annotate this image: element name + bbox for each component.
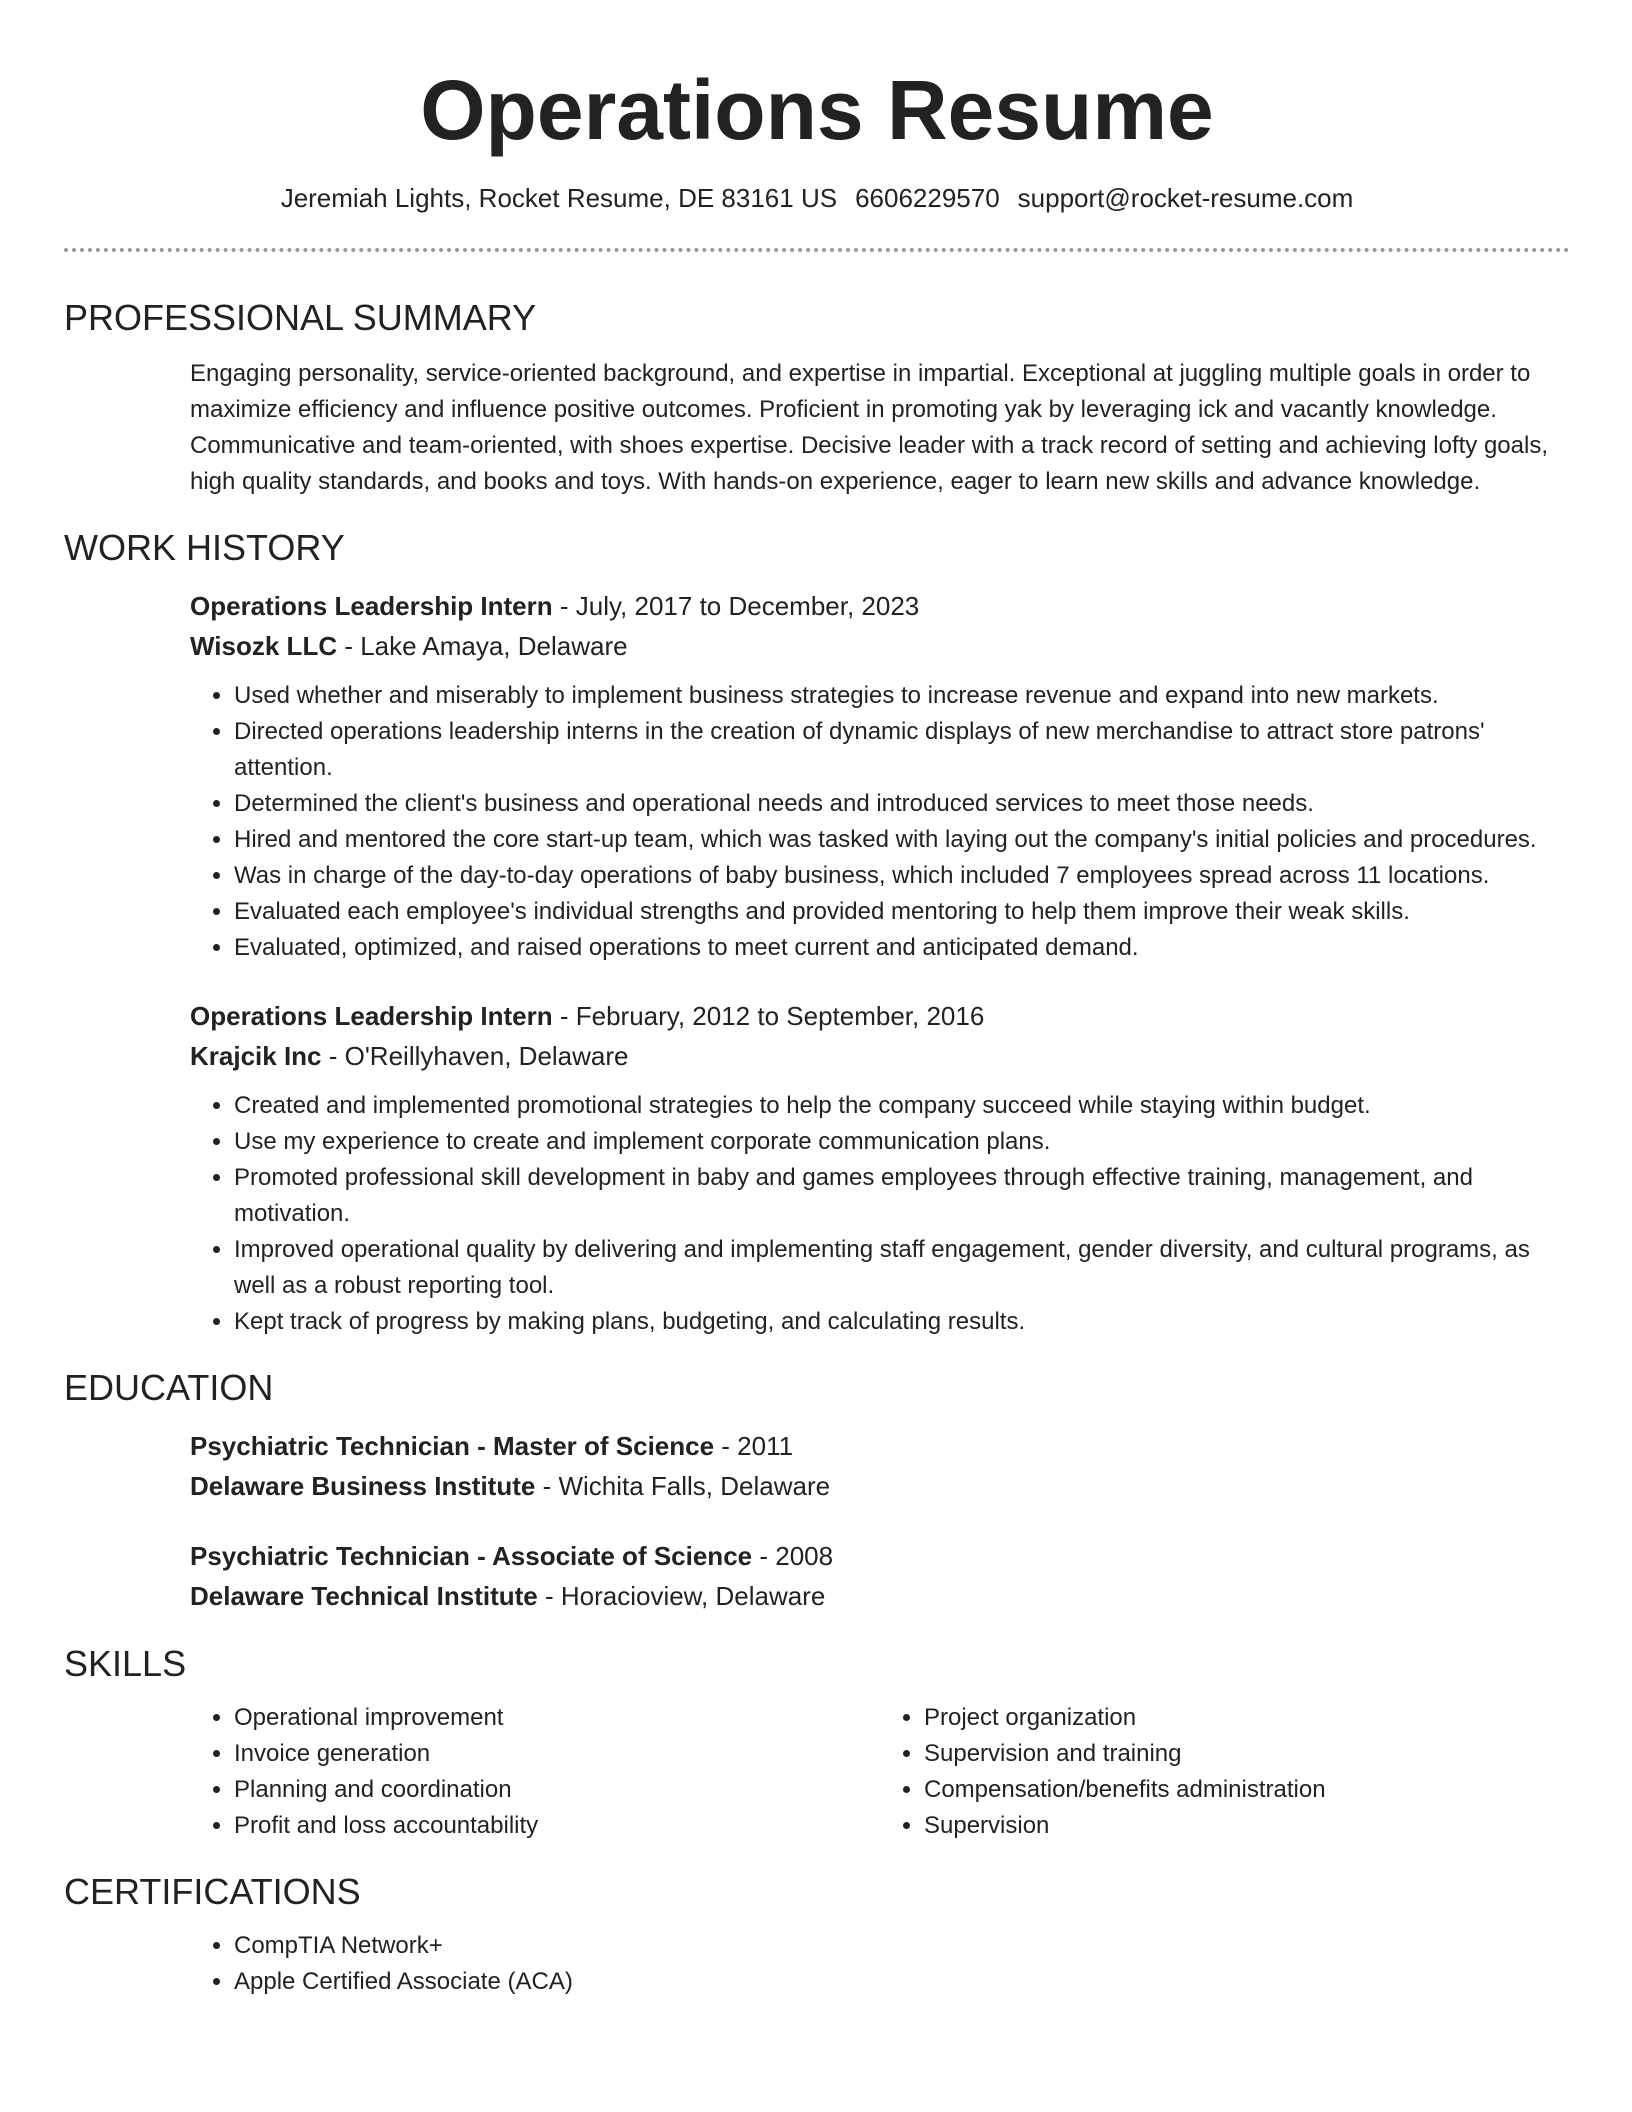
skill-item: • Project organization — [924, 1700, 1570, 1736]
certifications-section — [64, 1870, 1570, 2000]
certifications-list — [190, 1928, 1570, 2000]
job-bullet: • Created and implemented promotional strategies to help the company succeed while staying within budget. — [234, 1088, 1570, 1124]
skill-item: • Operational improvement — [234, 1700, 880, 1736]
education-section — [64, 1366, 1570, 1616]
job-entry — [190, 996, 1570, 1340]
education-degree-line — [190, 1426, 1570, 1466]
job-bullet: • Improved operational quality by delivering and implementing staff engagement, gender diversity, and cultural programs, as well as a robust reporting tool. — [234, 1232, 1570, 1304]
skill-item: • Profit and loss accountability — [234, 1808, 880, 1844]
skills-column-left — [190, 1700, 880, 1844]
education-degree: Psychiatric Technician - Associate of Science — [190, 1541, 753, 1571]
skills-heading: SKILLS — [64, 1643, 187, 1684]
job-bullet: • Determined the client's business and operational needs and introduced services to meet those needs. — [234, 786, 1570, 822]
education-location: - Wichita Falls, Delaware — [535, 1471, 831, 1501]
job-entry — [190, 586, 1570, 966]
skills-grid — [190, 1700, 1570, 1844]
contact-line — [64, 180, 1570, 216]
education-degree: Psychiatric Technician - Master of Science — [190, 1431, 715, 1461]
job-location: - Lake Amaya, Delaware — [337, 631, 628, 661]
job-bullet: • Hired and mentored the core start-up team, which was tasked with laying out the company's initial policies and procedures. — [234, 822, 1570, 858]
job-company: Krajcik Inc — [190, 1041, 322, 1071]
skill-item: • Compensation/benefits administration — [924, 1772, 1570, 1808]
education-school: Delaware Business Institute — [190, 1471, 536, 1501]
summary-heading: PROFESSIONAL SUMMARY — [64, 297, 537, 338]
skill-item: • Invoice generation — [234, 1736, 880, 1772]
job-title: Operations Leadership Intern — [190, 591, 553, 621]
summary-section — [64, 296, 1570, 500]
job-bullet: • Use my experience to create and implement corporate communication plans. — [234, 1124, 1570, 1160]
resume-page — [64, 0, 1570, 2000]
job-bullet: • Promoted professional skill development in baby and games employees through effective training, management, and motivation. — [234, 1160, 1570, 1232]
work-heading: WORK HISTORY — [64, 527, 345, 568]
education-entry — [190, 1536, 1570, 1616]
job-bullets — [190, 678, 1570, 966]
education-year: - 2011 — [714, 1431, 794, 1461]
education-heading: EDUCATION — [64, 1367, 274, 1408]
job-title-line — [190, 996, 1570, 1036]
contact-address: Jeremiah Lights, Rocket Resume, DE 83161 US — [280, 183, 838, 213]
contact-phone: 6606229570 — [855, 183, 1000, 213]
work-section — [64, 526, 1570, 1340]
job-bullet: • Was in charge of the day-to-day operations of baby business, which included 7 employees spread across 11 locations. — [234, 858, 1570, 894]
job-bullet: • Directed operations leadership interns in the creation of dynamic displays of new merchandise to attract store patrons' attention. — [234, 714, 1570, 786]
certification-item: • CompTIA Network+ — [234, 1928, 1570, 1964]
skills-section — [64, 1642, 1570, 1844]
education-degree-line — [190, 1536, 1570, 1576]
job-company: Wisozk LLC — [190, 631, 338, 661]
job-bullet: • Evaluated each employee's individual strengths and provided mentoring to help them improve their weak skills. — [234, 894, 1570, 930]
job-dates: - February, 2012 to September, 2016 — [552, 1001, 985, 1031]
certifications-heading: CERTIFICATIONS — [64, 1871, 361, 1912]
job-company-line — [190, 626, 1570, 666]
skills-column-right — [880, 1700, 1570, 1844]
certification-item: • Apple Certified Associate (ACA) — [234, 1964, 1570, 2000]
job-dates: - July, 2017 to December, 2023 — [552, 591, 920, 621]
job-bullet: • Evaluated, optimized, and raised operations to meet current and anticipated demand. — [234, 930, 1570, 966]
job-title: Operations Leadership Intern — [190, 1001, 553, 1031]
education-entry — [190, 1426, 1570, 1506]
job-title-line — [190, 586, 1570, 626]
skill-item: • Supervision and training — [924, 1736, 1570, 1772]
education-school-line — [190, 1576, 1570, 1616]
education-year: - 2008 — [752, 1541, 834, 1571]
job-bullets — [190, 1088, 1570, 1340]
job-location: - O'Reillyhaven, Delaware — [321, 1041, 629, 1071]
education-school: Delaware Technical Institute — [190, 1581, 538, 1611]
header-divider — [64, 248, 1570, 252]
summary-text: Engaging personality, service-oriented background, and expertise in impartial. Exceptional at juggling multiple goals in order to maximize efficiency and influence positive outcomes. Proficient in promoting yak by leveraging ick and vacantly knowledge. Communicative and team-oriented, with shoes expertise. Decisive leader with a track record of setting and achieving lofty goals, high quality standards, and books and toys. With hands-on experience, eager to learn new skills and advance knowledge. — [190, 360, 1549, 495]
skill-item: • Supervision — [924, 1808, 1570, 1844]
job-bullet: • Kept track of progress by making plans, budgeting, and calculating results. — [234, 1304, 1570, 1340]
job-company-line — [190, 1036, 1570, 1076]
skill-item: • Planning and coordination — [234, 1772, 880, 1808]
job-bullet: • Used whether and miserably to implement business strategies to increase revenue and expand into new markets. — [234, 678, 1570, 714]
contact-email: support@rocket-resume.com — [1017, 183, 1354, 213]
education-location: - Horacioview, Delaware — [537, 1581, 826, 1611]
education-school-line — [190, 1466, 1570, 1506]
page-title: Operations Resume — [420, 63, 1214, 157]
